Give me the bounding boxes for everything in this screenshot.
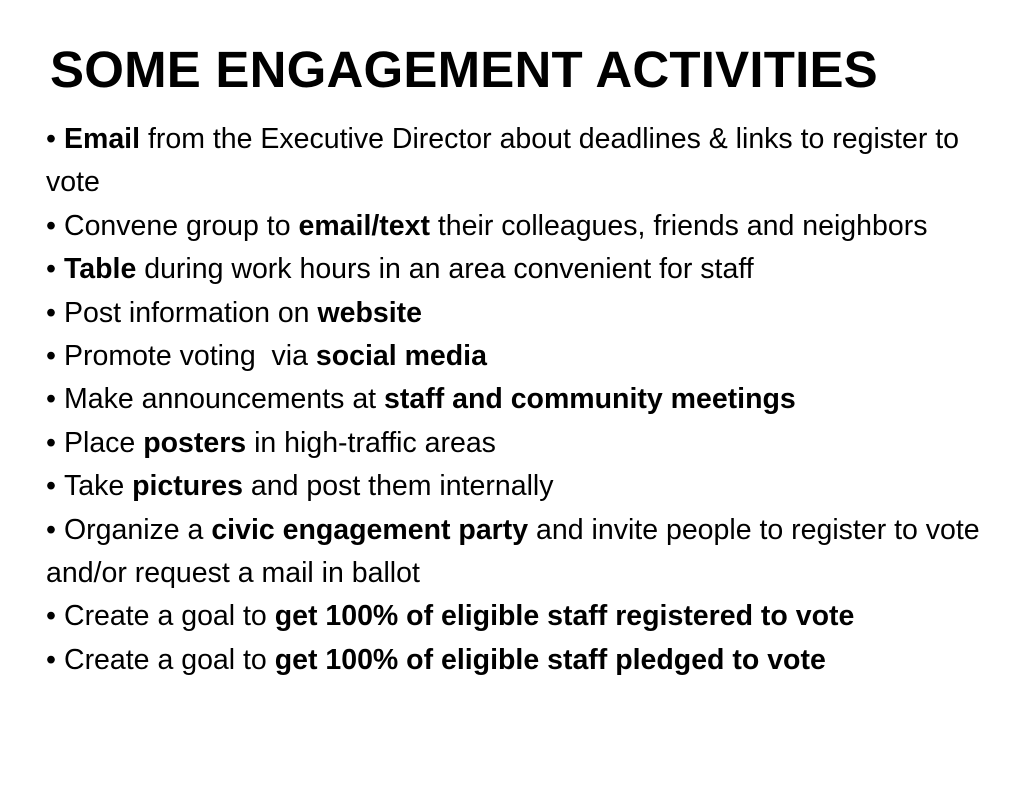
bullet-icon: • [46, 340, 56, 373]
item-text: Create a goal to [63, 643, 275, 676]
item-bold-text: pictures [132, 470, 243, 503]
list-item-announcements [46, 378, 986, 421]
item-text: and post them internally [242, 470, 554, 503]
activity-list [46, 118, 986, 682]
item-bold-text: get 100% of eligible staff pledged to vote [274, 643, 826, 676]
item-bold-text: staff and community meetings [384, 383, 796, 416]
item-text: in high-traffic areas [246, 426, 496, 459]
item-bold-text: Table [63, 253, 137, 286]
slide-title: SOME ENGAGEMENT ACTIVITIES [50, 41, 878, 98]
list-item-social-media [46, 335, 986, 378]
list-item-website [46, 292, 986, 335]
item-text: their colleagues, friends and neighbors [429, 209, 928, 242]
list-item-email [46, 118, 986, 205]
item-text: Promote voting via [63, 340, 316, 373]
bullet-icon: • [46, 643, 56, 676]
bullet-icon: • [46, 383, 56, 416]
list-item-pictures [46, 465, 986, 508]
bullet-icon: • [46, 253, 56, 286]
list-item-goal-pledged [46, 639, 986, 682]
item-bold-text: Email [63, 123, 141, 155]
bullet-icon: • [46, 209, 56, 242]
item-text: Make announcements at [63, 383, 385, 416]
bullet-icon: • [46, 470, 56, 503]
item-text: during work hours in an area convenient for staff [136, 253, 754, 286]
item-bold-text: website [317, 296, 422, 329]
item-text: Convene group to [63, 209, 299, 242]
bullet-icon: • [46, 513, 56, 546]
list-item-posters [46, 422, 986, 465]
list-item-party [46, 509, 986, 596]
item-bold-text: posters [143, 426, 247, 459]
item-text: and invite people to register to vote and/or request a mail in ballot [46, 513, 980, 590]
bullet-icon: • [46, 296, 56, 329]
item-text: Post information on [63, 296, 318, 329]
item-bold-text: get 100% of eligible staff registered to vote [274, 600, 855, 633]
bullet-icon: • [46, 123, 56, 155]
list-item-goal-registered [46, 595, 986, 638]
item-bold-text: email/text [298, 209, 430, 242]
item-text: from the Executive Director about deadlines & links to register to vote [46, 123, 960, 199]
list-item-table [46, 248, 986, 291]
item-text: Create a goal to [63, 600, 275, 633]
item-text: Place [63, 426, 144, 459]
item-text: Take [63, 470, 133, 503]
item-bold-text: civic engagement party [211, 513, 529, 546]
bullet-icon: • [46, 426, 56, 459]
bullet-icon: • [46, 600, 56, 633]
list-item-convene-group [46, 205, 986, 248]
item-bold-text: social media [315, 340, 487, 373]
item-text: Organize a [63, 513, 212, 546]
